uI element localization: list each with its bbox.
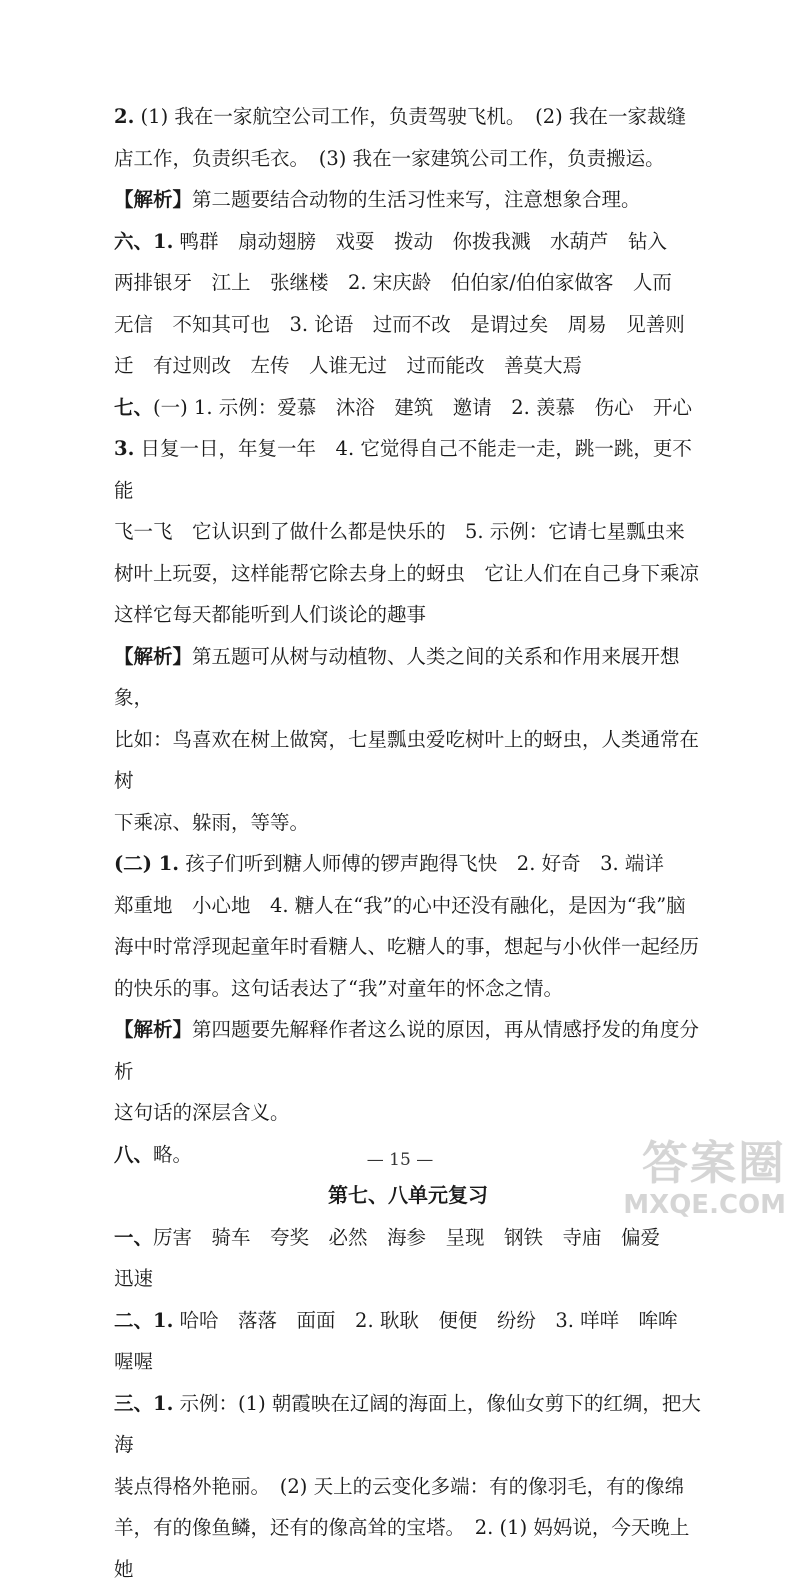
question-marker: 【解析】: [114, 644, 193, 668]
text-line: 八、略。: [114, 1142, 193, 1166]
question-marker: 二、1.: [114, 1308, 174, 1332]
question-marker: 2.: [114, 105, 135, 128]
section-heading: 第七、八单元复习: [328, 1183, 488, 1207]
text-line: 这样它每天都能听到人们谈论的趣事: [114, 603, 427, 626]
question-marker: 【解析】: [114, 1018, 193, 1041]
question-marker: 一、: [114, 1225, 154, 1249]
text-line: 飞一飞 它认识到了做什么都是快乐的 5. 示例：它请七星瓢虫来: [114, 520, 685, 543]
text-line: 七、(一) 1. 示例：爱慕 沐浴 建筑 邀请 2. 羡慕 伤心 开心: [114, 395, 693, 419]
watermark-site-text: MXQE.COM: [623, 1190, 786, 1220]
text-line: 二、1. 哈哈 落落 面面 2. 耿耿 便便 纷纷 3. 咩咩 哞哞: [114, 1308, 678, 1332]
question-marker: 三、1.: [114, 1391, 174, 1415]
text-line: 3. 日复一日，年复一年 4. 它觉得自己不能走一走，跳一跳，更不能: [114, 437, 692, 502]
text-line: 六、1. 鸭群 扇动翅膀 戏耍 拨动 你拨我溅 水葫芦 钻入: [114, 229, 668, 253]
text-line: 店工作，负责织毛衣。 (3) 我在一家建筑公司工作，负责搬运。: [114, 146, 665, 170]
text-line: 这句话的深层含义。: [114, 1101, 290, 1124]
text-line: 郑重地 小心地 4. 糖人在“我”的心中还没有融化，是因为“我”脑: [114, 893, 686, 917]
text-line: 【解析】第五题可从树与动植物、人类之间的关系和作用来展开想象，: [114, 644, 680, 709]
text-line: 羊，有的像鱼鳞，还有的像高耸的宝塔。 2. (1) 妈妈说，今天晚上她: [114, 1516, 690, 1581]
text-line: 迁 有过则改 左传 人谁无过 过而能改 善莫大焉: [114, 354, 583, 377]
page-number: — 15 —: [366, 1150, 434, 1170]
text-line: 比如：鸟喜欢在树上做窝，七星瓢虫爱吃树叶上的蚜虫，人类通常在树: [114, 727, 700, 792]
question-marker: 【解析】: [114, 188, 193, 211]
watermark-logo: [598, 1136, 786, 1228]
text-line: 2. (1) 我在一家航空公司工作，负责驾驶飞机。 (2) 我在一家裁缝: [114, 105, 686, 128]
question-marker: 六、1.: [114, 229, 174, 253]
text-line: 的快乐的事。这句话表达了“我”对童年的怀念之情。: [114, 976, 563, 1000]
text-line: 海中时常浮现起童年时看糖人、吃糖人的事，想起与小伙伴一起经历: [114, 935, 700, 958]
text-line: 【解析】第四题要先解释作者这么说的原因，再从情感抒发的角度分析: [114, 1018, 700, 1083]
text-line: 三、1. 示例：(1) 朝霞映在辽阔的海面上，像仙女剪下的红绸，把大海: [114, 1391, 701, 1456]
text-line: 迅速: [114, 1267, 154, 1290]
text-line: 无信 不知其可也 3. 论语 过而不改 是谓过矣 周易 见善则: [114, 312, 685, 336]
watermark-logo-text: 答案圈: [642, 1136, 786, 1190]
question-marker: 七、: [114, 395, 154, 419]
question-marker: 八、: [114, 1142, 154, 1166]
text-line: 装点得格外艳丽。 (2) 天上的云变化多端：有的像羽毛，有的像绵: [114, 1474, 685, 1498]
question-marker: 3.: [114, 437, 135, 460]
text-line: 一、厉害 骑车 夸奖 必然 海参 呈现 钢铁 寺庙 偏爱: [114, 1225, 661, 1249]
text-line: 下乘凉、躲雨，等等。: [114, 810, 310, 834]
text-line: 【解析】第二题要结合动物的生活习性来写，注意想象合理。: [114, 188, 641, 211]
text-line: 喔喔: [114, 1350, 154, 1373]
text-line: 两排银牙 江上 张继楼 2. 宋庆龄 伯伯家/伯伯家做客 人而: [114, 271, 672, 294]
text-line: (二) 1. 孩子们听到糖人师傅的锣声跑得飞快 2. 好奇 3. 端详: [114, 852, 664, 875]
text-line: 树叶上玩耍，这样能帮它除去身上的蚜虫 它让人们在自己身下乘凉: [114, 561, 700, 585]
question-marker: (二) 1.: [114, 852, 180, 875]
answer-content: [114, 96, 702, 1590]
